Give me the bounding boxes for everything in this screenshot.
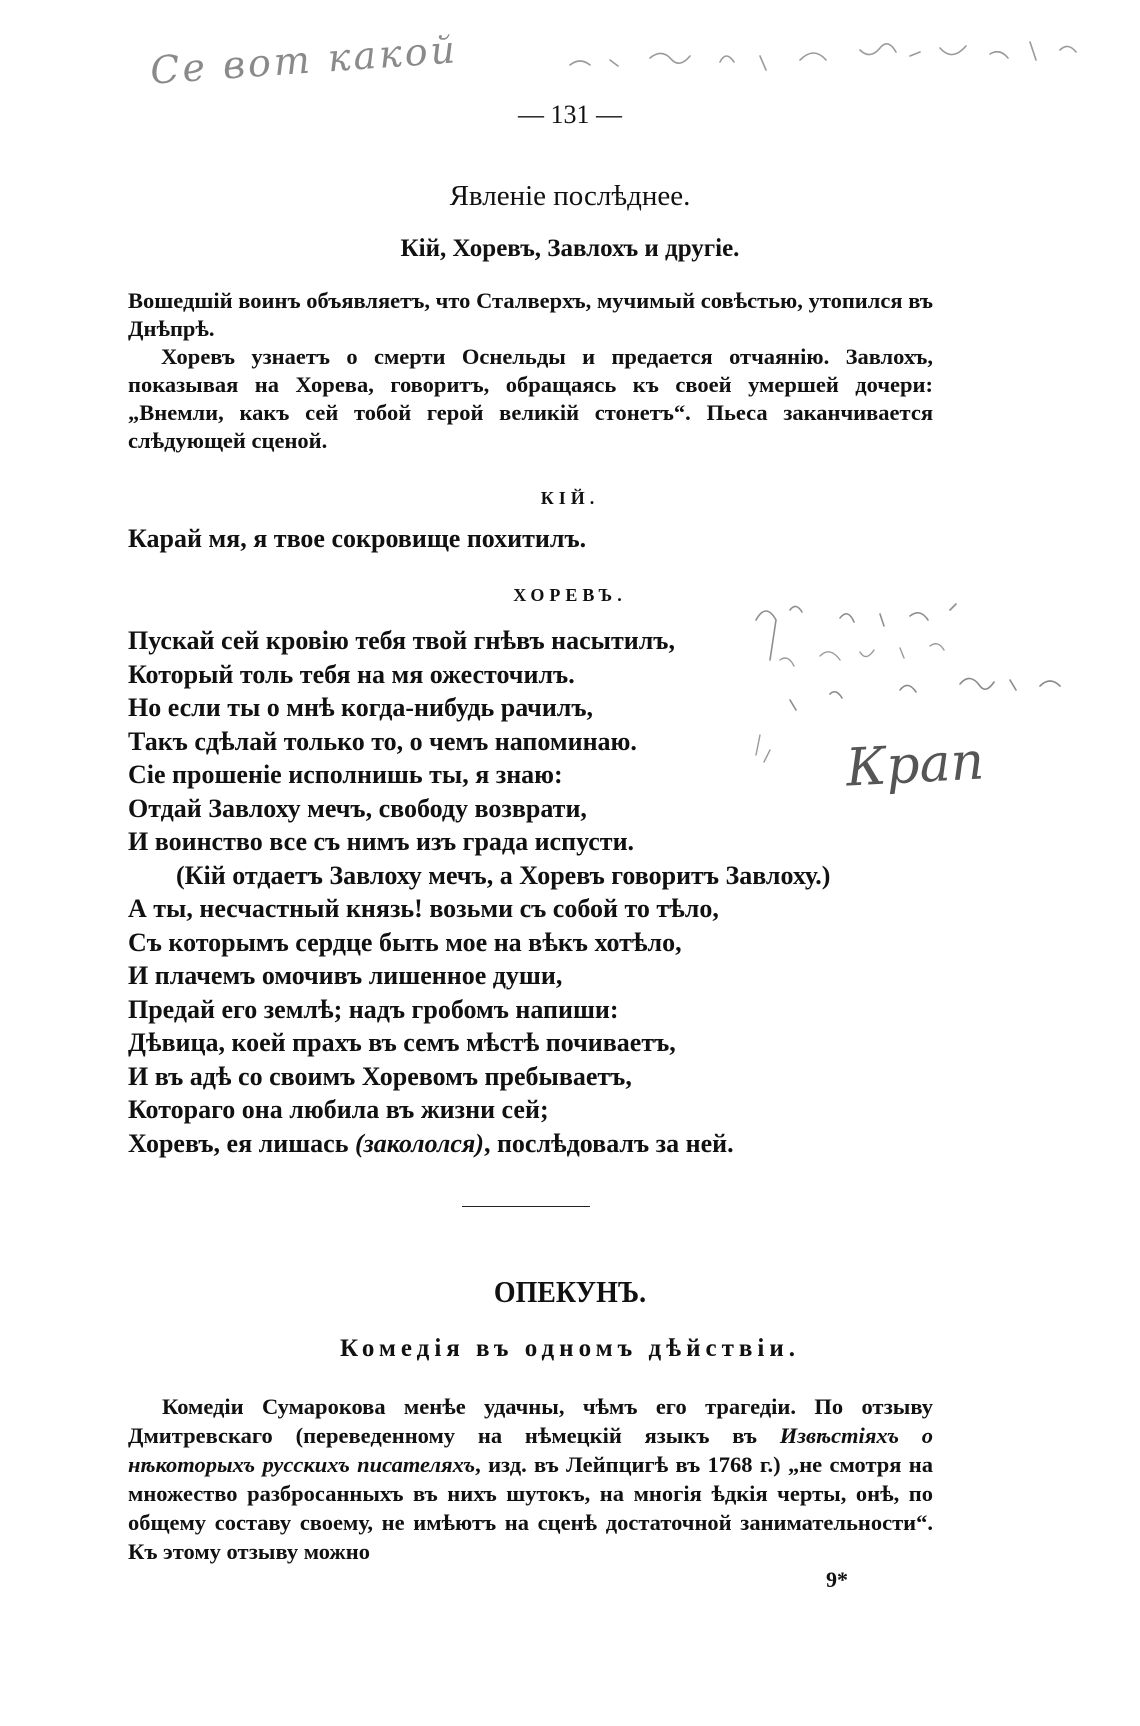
page-number: — 131 — xyxy=(518,100,622,129)
scene-summary xyxy=(128,287,933,455)
speaker-kiy: КІЙ. xyxy=(540,488,600,508)
summary-paragraph: Хоревъ узнаетъ о смерти Оснельды и предается отчаянію. Завлохъ, показывая на Хорева, говоритъ, обращаясь къ своей умершей дочери: „Внемли, какъ сей тобой герой великій стонетъ“. Пьеса заканчивается слѣдующей сценой. xyxy=(128,344,933,453)
pencil-scribble-top-right xyxy=(560,20,1100,90)
verse-line: Съ которымъ сердце быть мое на вѣкъ хотѣло, xyxy=(128,927,682,957)
summary-paragraph: Вошедшій воинъ объявляетъ, что Сталверхъ, мучимый совѣстью, утопился въ Днѣпрѣ. xyxy=(128,288,933,341)
verse-line: Но если ты о мнѣ когда-нибудь рачилъ, xyxy=(128,693,594,722)
scene-cast: Кій, Хоревъ, Завлохъ и другіе. xyxy=(400,235,740,262)
paragraph-text: , изд. въ Лейпцигѣ въ 1768 г.) „не смотря на множество разбросанныхъ въ нихъ шутокъ, на многія ѣдкія черты, онѣ, по общему составу своему, не имѣютъ на сценѣ достаточной занимательности“. Къ этому отзыву можно xyxy=(128,1452,933,1564)
verse-line: Сіе прошеніе исполнишь ты, я знаю: xyxy=(128,760,563,789)
verse-italic: (закололся) xyxy=(354,1128,484,1158)
scene-title: Явленіе послѣднее. xyxy=(449,180,691,212)
comedy-subtitle: Комедія въ одномъ дѣйствіи. xyxy=(339,1335,800,1362)
intro-paragraph xyxy=(128,1392,933,1566)
comedy-intro xyxy=(128,1392,933,1566)
handwritten-note-margin: Крап xyxy=(844,731,986,799)
verse-line: Карай мя, я твое сокровище похитилъ. xyxy=(128,524,587,553)
verse-line: Котораго она любила въ жизни сей; xyxy=(128,1095,549,1124)
verse-line: Отдай Завлоху мечъ, свободу возврати, xyxy=(128,793,587,823)
kiy-line xyxy=(128,522,888,556)
verse-line: Такъ сдѣлай только то, о чемъ напоминаю. xyxy=(128,726,637,756)
signature-mark: 9* xyxy=(826,1567,848,1592)
verse-line: Пускай сей кровію тебя твой гнѣвъ насытилъ, xyxy=(128,626,675,655)
speaker-horev: ХОРЕВЪ. xyxy=(513,585,627,605)
paragraph-text: Комедіи Сумарокова менѣе удачны, чѣмъ его трагедіи. По отзыву Дмитревскаго (переведенному на нѣмецкій языкъ въ xyxy=(128,1394,933,1448)
verse-line: А ты, несчастный князь! возьми съ собой то тѣло, xyxy=(128,894,719,923)
verse-line-last xyxy=(128,1127,888,1161)
verse-line: Предай его землѣ; надъ гробомъ напиши: xyxy=(128,994,619,1024)
verse-text: , послѣдовалъ за ней. xyxy=(483,1128,734,1158)
stage-direction: (Кій отдаетъ Завлоху мечъ, а Хоревъ говоритъ Завлоху.) xyxy=(176,860,831,890)
verse-line: Который толь тебя на мя ожесточилъ. xyxy=(128,659,575,689)
section-divider xyxy=(462,1206,590,1207)
verse-line: И въ адѣ со своимъ Хоревомъ пребываетъ, xyxy=(128,1061,632,1091)
paragraph-italic: Извѣстіяхъ о нѣкоторыхъ русскихъ писателяхъ xyxy=(128,1423,933,1477)
comedy-title: ОПЕКУНЪ. xyxy=(493,1274,647,1309)
verse-line: И плачемъ омочивъ лишенное души, xyxy=(128,961,563,990)
handwritten-note-top: Ce вот какой xyxy=(148,27,460,93)
verse-line: Дѣвица, коей прахъ въ семъ мѣстѣ почиваетъ, xyxy=(128,1028,676,1057)
verse-text: Хоревъ, ея лишась xyxy=(128,1128,355,1158)
verse-line: И воинство все съ нимъ изъ града испусти. xyxy=(128,827,635,856)
